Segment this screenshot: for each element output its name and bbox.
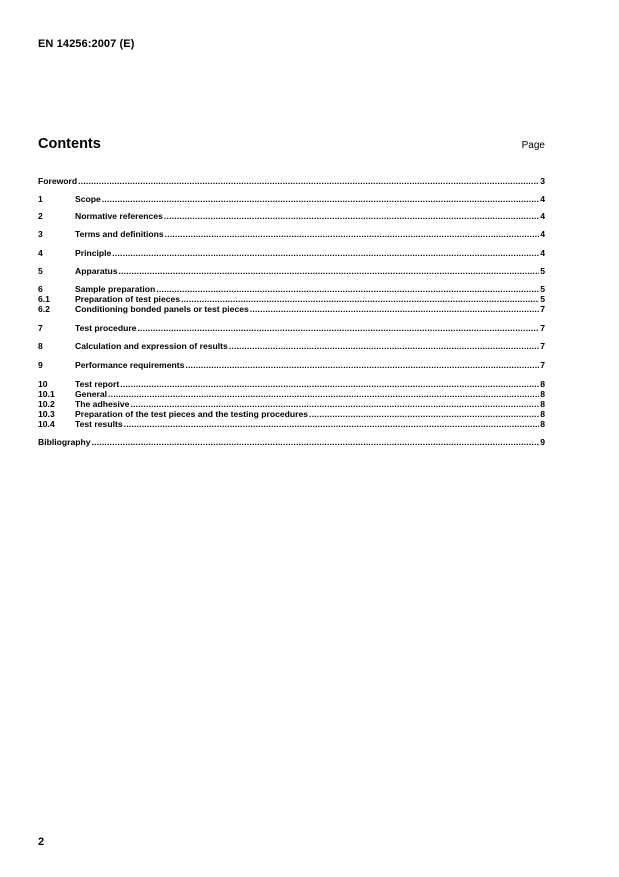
toc-entry-page: 7 — [540, 360, 545, 370]
toc-entry-9[interactable] — [38, 359, 545, 371]
toc-entry-title: Normative references — [75, 211, 163, 221]
toc-entry-number: 9 — [38, 360, 43, 370]
toc-entry-title: Performance requirements — [75, 360, 185, 370]
toc-entry-title: Scope — [75, 194, 101, 204]
page-column-label: Page — [521, 140, 545, 151]
toc-entry-title: Sample preparation — [75, 284, 156, 294]
toc-entry-title: Bibliography — [38, 437, 91, 447]
toc-entry-page: 8 — [540, 379, 545, 389]
dot-leader — [119, 265, 540, 277]
toc-entry-5[interactable] — [38, 265, 545, 277]
toc-entry-page: 8 — [540, 419, 545, 429]
toc-entry-title: Test report — [75, 379, 120, 389]
dot-leader — [102, 193, 539, 205]
toc-entry-title: Test results — [75, 419, 123, 429]
dot-leader — [165, 228, 540, 240]
dot-leader — [185, 359, 539, 371]
toc-entry-6-2[interactable] — [38, 303, 545, 315]
toc-entry-page: 4 — [540, 229, 545, 239]
dot-leader — [164, 210, 539, 222]
page-number: 2 — [38, 836, 45, 848]
toc-entry-7[interactable] — [38, 322, 545, 334]
toc-entry-2[interactable] — [38, 210, 545, 222]
toc-entry-page: 4 — [540, 211, 545, 221]
toc-entry-title: The adhesive — [75, 399, 130, 409]
toc-entry-number: 7 — [38, 323, 43, 333]
toc-entry-title: General — [75, 389, 108, 399]
dot-leader — [112, 247, 539, 259]
toc-entry-title: Test procedure — [75, 323, 137, 333]
toc-entry-number: 2 — [38, 211, 43, 221]
toc-entry-title: Preparation of the test pieces and the testing procedures — [75, 409, 309, 419]
contents-heading: Contents — [38, 136, 101, 152]
toc-entry-title: Terms and definitions — [75, 229, 164, 239]
toc-entry-number: 3 — [38, 229, 43, 239]
toc-entry-1[interactable] — [38, 193, 545, 205]
toc-entry-page: 9 — [540, 437, 545, 447]
toc-entry-page: 8 — [540, 389, 545, 399]
toc-entry-4[interactable] — [38, 247, 545, 259]
toc-entry-8[interactable] — [38, 340, 545, 352]
toc-entry-number: 6 — [38, 284, 43, 294]
dot-leader — [137, 322, 539, 334]
toc-entry-10-4[interactable] — [38, 418, 545, 430]
toc-entry-number: 10.3 — [38, 409, 55, 419]
toc-entry-number: 10.1 — [38, 389, 55, 399]
toc-entry-number: 6.1 — [38, 294, 50, 304]
toc-entry-page: 3 — [540, 176, 545, 186]
toc-entry-page: 4 — [540, 248, 545, 258]
toc-entry-page: 5 — [540, 294, 545, 304]
toc-entry-3[interactable] — [38, 228, 545, 240]
document-id: EN 14256:2007 (E) — [38, 38, 135, 50]
toc-entry-page: 5 — [540, 284, 545, 294]
toc-entry-title: Foreword — [38, 176, 78, 186]
dot-leader — [92, 436, 540, 448]
toc-entry-title: Calculation and expression of results — [75, 341, 228, 351]
toc-entry-number: 6.2 — [38, 304, 50, 314]
toc-entry-page: 7 — [540, 323, 545, 333]
toc-entry-title: Apparatus — [75, 266, 118, 276]
dot-leader — [78, 175, 539, 187]
toc-entry-number: 10 — [38, 379, 48, 389]
toc-entry-page: 5 — [540, 266, 545, 276]
toc-entry-number: 8 — [38, 341, 43, 351]
toc-entry-number: 5 — [38, 266, 43, 276]
toc-entry-number: 10.4 — [38, 419, 55, 429]
dot-leader — [124, 418, 540, 430]
toc-entry-number: 10.2 — [38, 399, 55, 409]
dot-leader — [250, 303, 539, 315]
toc-entry-title: Preparation of test pieces — [75, 294, 181, 304]
toc-entry-page: 8 — [540, 409, 545, 419]
toc-entry-title: Principle — [75, 248, 112, 258]
toc-entry-number: 1 — [38, 194, 43, 204]
toc-entry-page: 8 — [540, 399, 545, 409]
toc-entry-title: Conditioning bonded panels or test pieces — [75, 304, 249, 314]
dot-leader — [229, 340, 539, 352]
toc-entry-number: 4 — [38, 248, 43, 258]
toc-entry-page: 4 — [540, 194, 545, 204]
toc-entry-foreword[interactable] — [38, 175, 545, 187]
toc-entry-page: 7 — [540, 304, 545, 314]
toc-entry-bibliography[interactable] — [38, 436, 545, 448]
toc-entry-page: 7 — [540, 341, 545, 351]
